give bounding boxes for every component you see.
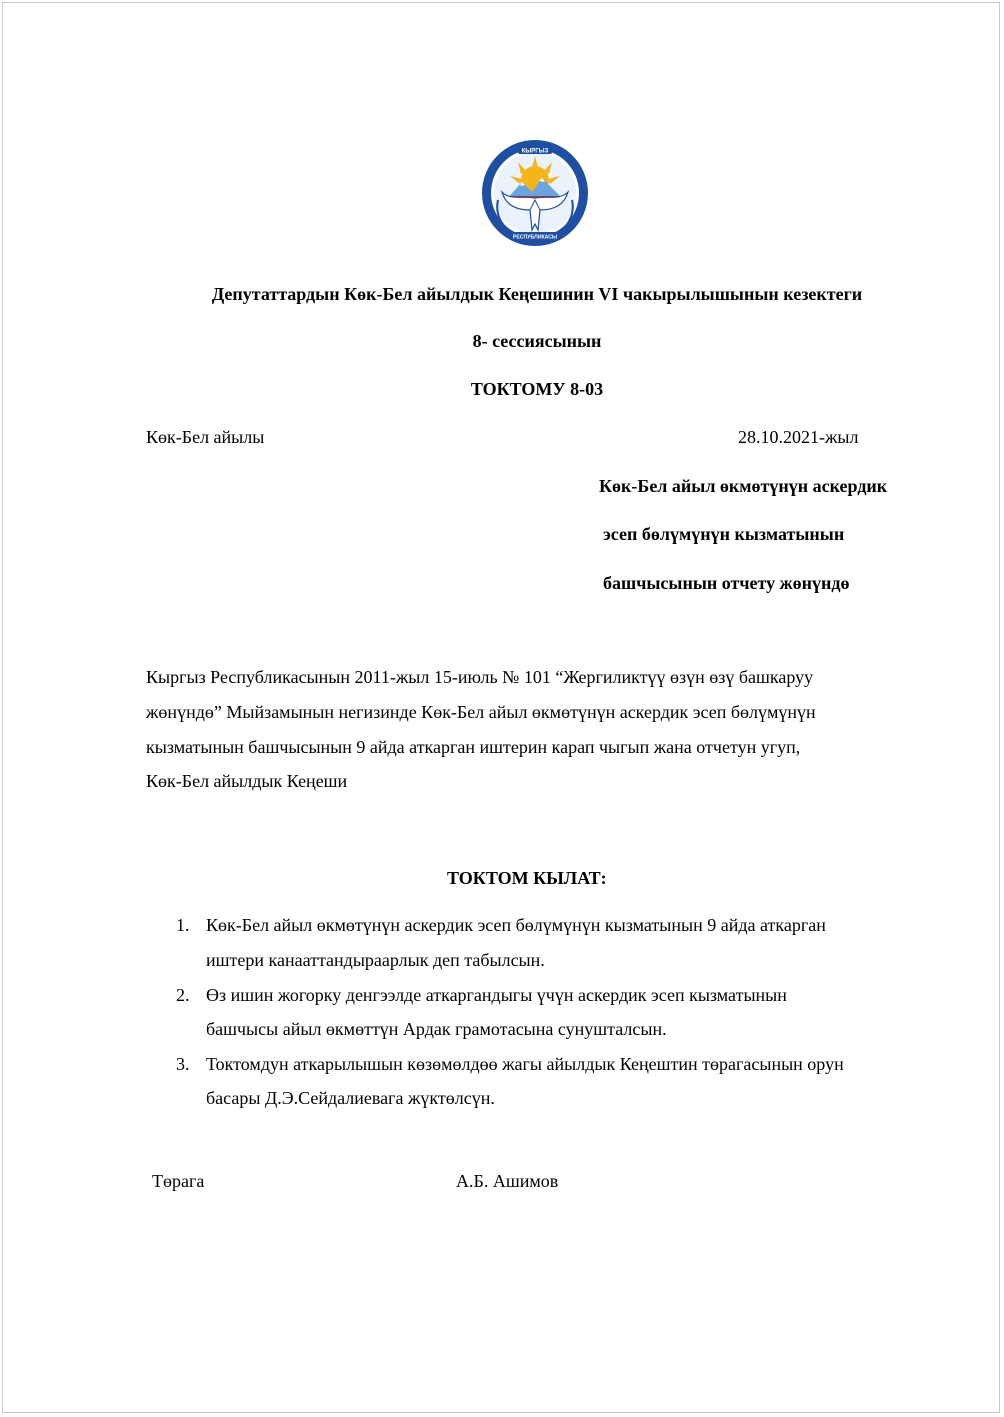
place-label: Көк-Бел айылы xyxy=(146,427,265,447)
emblem-bottom-label: РЕСПУБЛИКАСЫ xyxy=(512,234,558,241)
list-item-number: 1. xyxy=(176,915,190,935)
list-item-2-line-2: башчысы айыл өкмөттүн Ардак грамотасына сунушталсын. xyxy=(206,1019,667,1039)
header-line-2: 8- сессиясынын xyxy=(472,331,602,351)
preamble-line-3: кызматынын башчысынын 9 айда аткарган иштерин карап чыгып жана отчетун угуп, xyxy=(146,737,801,757)
list-item-number: 3. xyxy=(176,1054,190,1074)
preamble-line-1: Кыргыз Республикасынын 2011-жыл 15-июль № 101 “Жергиликтүү өзүн өзү башкаруу xyxy=(146,667,814,687)
preamble-line-2: жөнүндө” Мыйзамынын негизинде Көк-Бел айыл өкмөтүнүн аскердик эсеп бөлүмүнүн xyxy=(146,702,816,722)
signature-role: Төрага xyxy=(152,1171,205,1191)
list-item-3-line-2: басары Д.Э.Сейдалиевага жүктөлсүн. xyxy=(206,1088,495,1108)
list-item-1-line-2: иштери канааттандыраарлык деп табылсын. xyxy=(206,950,545,970)
resolve-heading: ТОКТОМ КЫЛАТ: xyxy=(447,868,607,888)
header-title: ТОКТОМУ 8-03 xyxy=(470,379,604,399)
emblem-top-label: КЫРГЫЗ xyxy=(521,148,549,155)
list-item-number: 2. xyxy=(176,985,190,1005)
header-line-1: Депутаттардын Көк-Бел айылдык Кеңешинин VI чакырылышынын кезектеги xyxy=(211,284,863,304)
date-label: 28.10.2021-жыл xyxy=(738,427,859,447)
subject-line-2: эсеп бөлүмүнүн кызматынын xyxy=(603,524,845,544)
state-emblem-icon xyxy=(480,138,590,248)
preamble-line-4: Көк-Бел айылдык Кеңеши xyxy=(146,771,348,791)
subject-line-1: Көк-Бел айыл өкмөтүнүн аскердик xyxy=(599,476,888,496)
subject-line-3: башчысынын отчету жөнүндө xyxy=(603,573,850,593)
list-item-1-line-1: Көк-Бел айыл өкмөтүнүн аскердик эсеп бөлүмүнүн кызматынын 9 айда аткарган xyxy=(206,915,826,935)
list-item-3-line-1: Токтомдун аткарылышын көзөмөлдөө жагы айылдык Кеңештин төрагасынын орун xyxy=(206,1054,844,1074)
list-item-2-line-1: Өз ишин жогорку денгээлде аткаргандыгы үчүн аскердик эсеп кызматынын xyxy=(206,985,787,1005)
signature-name: А.Б. Ашимов xyxy=(456,1171,559,1191)
